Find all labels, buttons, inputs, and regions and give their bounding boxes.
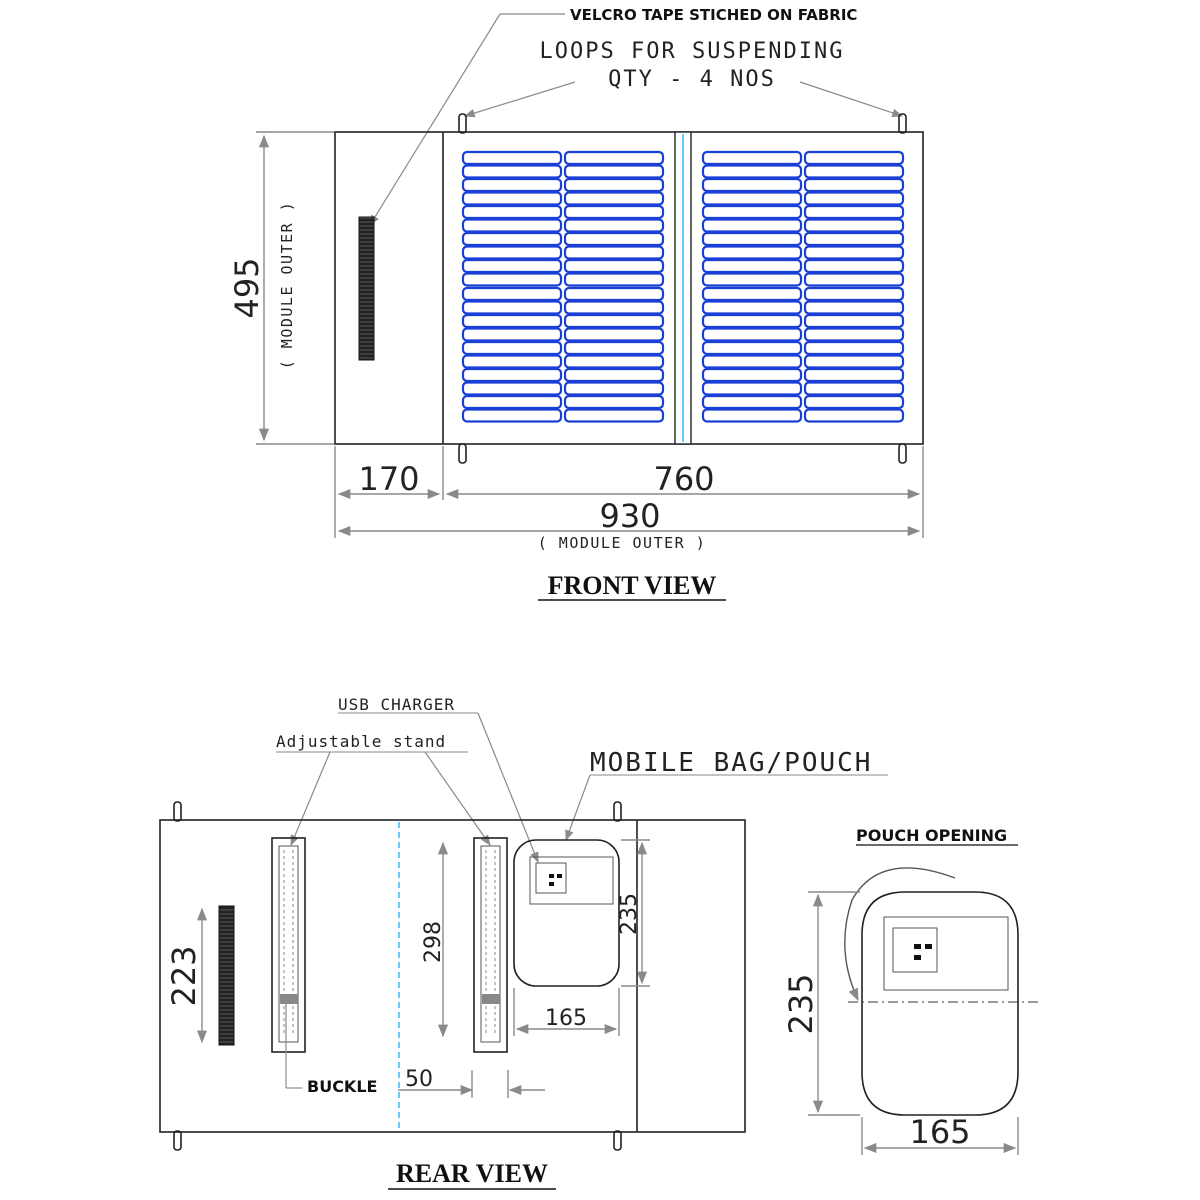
pouch-width-value: 165 bbox=[545, 1006, 587, 1031]
total-width-value: 930 bbox=[599, 497, 661, 535]
solar-cell-left-4 bbox=[463, 193, 561, 205]
solar-cell-left-38 bbox=[565, 383, 663, 395]
rear-loop-top-right bbox=[614, 802, 621, 821]
solar-cell-right-40 bbox=[805, 410, 903, 422]
solar-cell-left-26 bbox=[565, 220, 663, 232]
stand-left-frame bbox=[272, 838, 305, 1052]
loop-bottom-left bbox=[459, 444, 466, 463]
solar-cell-left-18 bbox=[463, 383, 561, 395]
solar-cell-right-34 bbox=[805, 329, 903, 341]
rear-view-title: REAR VIEW bbox=[396, 1159, 548, 1188]
mobile-pouch bbox=[514, 840, 619, 986]
pouch-detail-usb-port bbox=[893, 928, 937, 972]
loops-leader-right bbox=[800, 82, 902, 116]
solar-cell-left-16 bbox=[463, 356, 561, 368]
rear-outline bbox=[160, 820, 745, 1132]
loops-leader-left bbox=[465, 82, 575, 116]
stand-leader-right bbox=[425, 752, 490, 845]
solar-cell-right-11 bbox=[703, 288, 801, 300]
solar-cell-right-17 bbox=[703, 369, 801, 381]
solar-cell-right-15 bbox=[703, 342, 801, 354]
velcro-label: VELCRO TAPE STICHED ON FABRIC bbox=[570, 6, 858, 24]
pouch-detail-pin-3 bbox=[914, 955, 921, 960]
pouch-label: MOBILE BAG/POUCH bbox=[590, 748, 873, 778]
solar-cell-left-12 bbox=[463, 302, 561, 314]
solar-cell-right-5 bbox=[703, 206, 801, 218]
solar-cell-right-26 bbox=[805, 220, 903, 232]
solar-cell-right-25 bbox=[805, 206, 903, 218]
front-view-title: FRONT VIEW bbox=[547, 571, 717, 600]
solar-cell-right-3 bbox=[703, 179, 801, 191]
solar-cell-right-35 bbox=[805, 342, 903, 354]
height-value: 495 bbox=[228, 257, 266, 319]
solar-cell-right-18 bbox=[703, 383, 801, 395]
rear-velcro-strip bbox=[219, 906, 234, 1045]
solar-cell-right-21 bbox=[805, 152, 903, 164]
solar-cell-left-34 bbox=[565, 329, 663, 341]
solar-cell-right-10 bbox=[703, 274, 801, 286]
solar-cell-right-6 bbox=[703, 220, 801, 232]
pouch-detail-pin-1 bbox=[914, 944, 921, 949]
stand-right-inner bbox=[481, 846, 500, 1042]
solar-cell-left-14 bbox=[463, 329, 561, 341]
loops-label-line2: QTY - 4 NOS bbox=[608, 67, 776, 92]
solar-cell-left-15 bbox=[463, 342, 561, 354]
rear-loop-bottom-right bbox=[614, 1131, 621, 1150]
solar-cell-right-4 bbox=[703, 193, 801, 205]
loop-bottom-right bbox=[899, 444, 906, 463]
solar-cell-left-32 bbox=[565, 302, 663, 314]
solar-cell-right-9 bbox=[703, 260, 801, 272]
solar-panel-right bbox=[703, 152, 903, 422]
solar-cell-left-29 bbox=[565, 260, 663, 272]
solar-cell-left-28 bbox=[565, 247, 663, 259]
solar-cell-right-19 bbox=[703, 396, 801, 408]
usb-port-pin-2 bbox=[557, 874, 562, 878]
solar-cell-left-21 bbox=[565, 152, 663, 164]
pouch-height-value: 235 bbox=[617, 893, 642, 935]
solar-cell-left-6 bbox=[463, 220, 561, 232]
solar-cell-right-20 bbox=[703, 410, 801, 422]
buckle-right bbox=[482, 994, 500, 1004]
stand-right-frame bbox=[474, 838, 507, 1052]
solar-cell-right-12 bbox=[703, 302, 801, 314]
solar-cell-right-30 bbox=[805, 274, 903, 286]
usb-label: USB CHARGER bbox=[338, 695, 455, 714]
stand-leader-left bbox=[291, 752, 330, 845]
usb-charger-box bbox=[530, 857, 613, 904]
solar-cell-left-35 bbox=[565, 342, 663, 354]
solar-cell-left-33 bbox=[565, 315, 663, 327]
solar-cell-right-27 bbox=[805, 233, 903, 245]
solar-cell-right-14 bbox=[703, 329, 801, 341]
usb-leader bbox=[478, 713, 538, 862]
flap-width-value: 170 bbox=[358, 460, 420, 498]
detail-width-value: 165 bbox=[909, 1113, 971, 1151]
solar-cell-right-1 bbox=[703, 152, 801, 164]
spacing-value: 50 bbox=[405, 1067, 433, 1092]
solar-cell-right-24 bbox=[805, 193, 903, 205]
solar-cell-right-33 bbox=[805, 315, 903, 327]
velcro-strip bbox=[359, 217, 374, 360]
solar-cell-left-2 bbox=[463, 166, 561, 178]
solar-cell-left-5 bbox=[463, 206, 561, 218]
adjustable-stand-right bbox=[474, 838, 507, 1052]
solar-cell-right-22 bbox=[805, 166, 903, 178]
height-note: ( MODULE OUTER ) bbox=[278, 200, 296, 370]
loop-top-right bbox=[899, 114, 906, 133]
solar-cell-left-36 bbox=[565, 356, 663, 368]
solar-cell-left-13 bbox=[463, 315, 561, 327]
rear-loop-top-left bbox=[174, 802, 181, 821]
buckle-left bbox=[280, 994, 298, 1004]
stand-label: Adjustable stand bbox=[276, 732, 447, 751]
pouch-leader bbox=[566, 775, 590, 840]
solar-cell-left-17 bbox=[463, 369, 561, 381]
solar-cell-left-40 bbox=[565, 410, 663, 422]
solar-cell-right-31 bbox=[805, 288, 903, 300]
front-view bbox=[228, 6, 923, 600]
loops-label-line1: LOOPS FOR SUSPENDING bbox=[539, 39, 845, 64]
solar-cell-left-27 bbox=[565, 233, 663, 245]
solar-cell-left-19 bbox=[463, 396, 561, 408]
solar-cell-right-7 bbox=[703, 233, 801, 245]
solar-panel-left bbox=[463, 152, 663, 422]
solar-cell-left-3 bbox=[463, 179, 561, 191]
solar-cell-left-9 bbox=[463, 260, 561, 272]
solar-cell-right-38 bbox=[805, 383, 903, 395]
solar-cell-left-1 bbox=[463, 152, 561, 164]
solar-cell-right-13 bbox=[703, 315, 801, 327]
buckle-label: BUCKLE bbox=[307, 1077, 378, 1096]
solar-cell-right-16 bbox=[703, 356, 801, 368]
adjustable-stand-left bbox=[272, 838, 305, 1052]
solar-cell-right-37 bbox=[805, 369, 903, 381]
solar-cell-left-7 bbox=[463, 233, 561, 245]
stand-left-inner bbox=[279, 846, 298, 1042]
solar-cell-right-8 bbox=[703, 247, 801, 259]
solar-cell-left-20 bbox=[463, 410, 561, 422]
solar-cell-right-28 bbox=[805, 247, 903, 259]
solar-cell-left-11 bbox=[463, 288, 561, 300]
solar-cell-right-36 bbox=[805, 356, 903, 368]
rear-view bbox=[160, 695, 888, 1189]
solar-cell-right-32 bbox=[805, 302, 903, 314]
solar-cell-left-8 bbox=[463, 247, 561, 259]
pouch-opening-label: POUCH OPENING bbox=[856, 826, 1008, 845]
rear-loop-bottom-left bbox=[174, 1131, 181, 1150]
pouch-detail bbox=[782, 826, 1038, 1155]
velcro-height-value: 223 bbox=[165, 945, 203, 1007]
panel-width-value: 760 bbox=[653, 460, 715, 498]
solar-cell-left-23 bbox=[565, 179, 663, 191]
solar-cell-right-29 bbox=[805, 260, 903, 272]
solar-cell-right-39 bbox=[805, 396, 903, 408]
usb-port-pin-3 bbox=[549, 882, 554, 886]
solar-cell-left-37 bbox=[565, 369, 663, 381]
detail-height-value: 235 bbox=[782, 973, 820, 1035]
solar-cell-right-2 bbox=[703, 166, 801, 178]
solar-cell-left-30 bbox=[565, 274, 663, 286]
solar-cell-left-31 bbox=[565, 288, 663, 300]
pouch-detail-pin-2 bbox=[925, 944, 932, 949]
width-note: ( MODULE OUTER ) bbox=[537, 534, 707, 552]
solar-cell-left-10 bbox=[463, 274, 561, 286]
usb-port-pin-1 bbox=[549, 874, 554, 878]
solar-cell-left-24 bbox=[565, 193, 663, 205]
solar-cell-left-22 bbox=[565, 166, 663, 178]
loop-top-left bbox=[459, 114, 466, 133]
solar-cell-right-23 bbox=[805, 179, 903, 191]
stand-height-value: 298 bbox=[421, 921, 446, 963]
solar-cell-left-39 bbox=[565, 396, 663, 408]
solar-cell-left-25 bbox=[565, 206, 663, 218]
pouch-detail-outline bbox=[862, 892, 1018, 1115]
